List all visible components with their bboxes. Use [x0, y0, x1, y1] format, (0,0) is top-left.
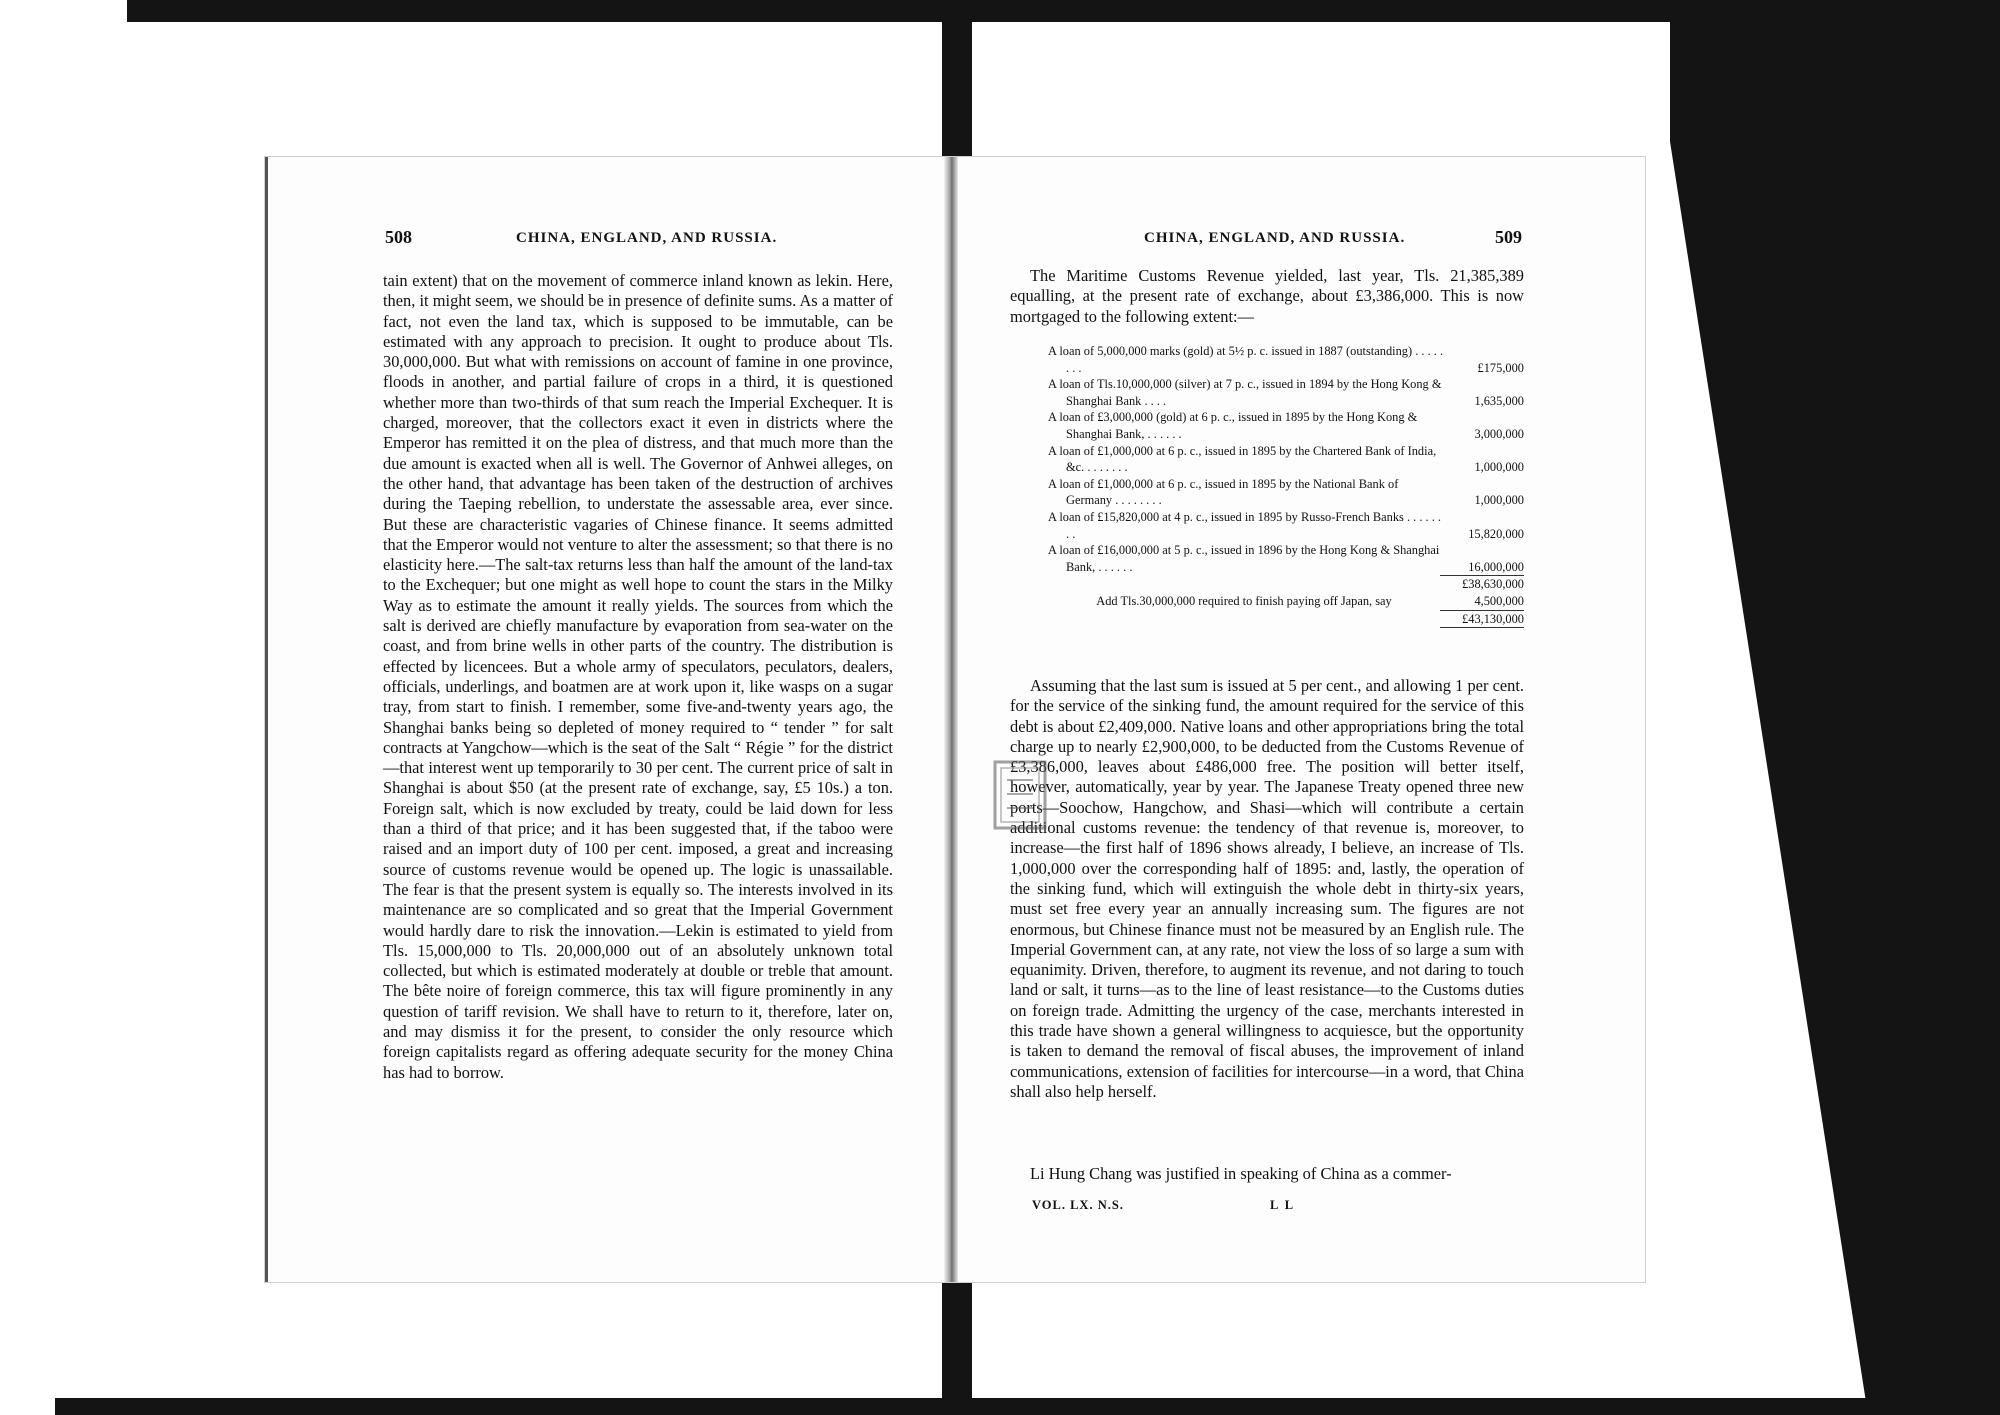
loan-amount: 3,000,000 [1474, 426, 1524, 441]
gathering-signature: L L [1270, 1198, 1296, 1212]
volume-signature: VOL. LX. N.S. [1032, 1198, 1124, 1212]
loan-amount: 1,000,000 [1474, 493, 1524, 508]
loan-description: A loan of £3,000,000 (gold) at 6 p. c., issued in 1895 by the Hong Kong & Shanghai Bank, . . . . . . [1048, 410, 1418, 441]
left-running-head: CHINA, ENGLAND, AND RUSSIA. [516, 230, 778, 246]
loan-table [1048, 343, 1524, 628]
loan-description: A loan of £1,000,000 at 6 p. c., issued in 1895 by the National Bank of Germany . . . . . . . . [1048, 476, 1399, 508]
left-body-text [383, 271, 893, 1083]
right-intro-text [1010, 266, 1524, 327]
library-stamp-icon [987, 748, 1053, 844]
loan-amount: £175,000 [1477, 360, 1524, 375]
last-line-text: Li Hung Chang was justified in speaking of China as a commer- [1030, 1164, 1452, 1183]
loan-row [1048, 476, 1524, 509]
loan-description: A loan of Tls.10,000,000 (silver) at 7 p. c., issued in 1894 by the Hong Kong & Shanghai Bank . . . . [1048, 377, 1442, 408]
loan-amount: 16,000,000 [1468, 559, 1524, 574]
intro-paragraph: The Maritime Customs Revenue yielded, last year, Tls. 21,385,389 equalling, at the present rate of exchange, about £3,386,000. This is now mortgaged to the following extent:— [1010, 266, 1524, 326]
loan-grand-total: £43,130,000 [1440, 610, 1524, 629]
loan-add-row [1048, 593, 1524, 610]
right-body-text [1010, 676, 1524, 1102]
loan-subtotal: £38,630,000 [1440, 575, 1524, 593]
right-paragraph: Assuming that the last sum is issued at 5 per cent., and allowing 1 per cent. for the service of the sinking fund, the amount required for the service of this debt is about £2,409,000. Native loans and other appropriations bring the total charge up to nearly £2,900,000, to be deducted from the Customs Revenue of £3,386,000, leaves about £486,000 free. The position will better itself, however, automatically, year by year. The Japanese Treaty opened three new ports—Soochow, Hangchow, and Shasi—which will contribute a certain additional customs revenue: the tendency of that revenue is, moreover, to increase—the first half of 1896 shows already, I believe, an increase of Tls. 1,000,000 over the corresponding half of 1895: and, lastly, the operation of the sinking fund, which will extinguish the whole debt in thirty-six years, must set free every year an annually increasing sum. The figures are not enormous, but Chinese finance must not be measured by an English rule. The Imperial Government can, at any rate, not view the loss of so large a sum with equanimity. Driven, therefore, to augment its revenue, and not daring to touch land or salt, it turns—as to the line of least resistance—to the Customs duties on foreign trade. Admitting the urgency of the case, merchants interested in this trade have shown a general willingness to acquiesce, but the opportunity is taken to demand the removal of fiscal abuses, the improvement of inland communications, extension of facilities for intercourse—in a word, that China shall also help herself. [1010, 676, 1524, 1101]
loan-amount: 15,820,000 [1468, 526, 1524, 541]
loan-add-amount: 4,500,000 [1474, 593, 1524, 608]
right-page-number: 509 [1495, 227, 1522, 247]
loan-amount: 1,635,000 [1474, 393, 1524, 408]
left-page-number: 508 [385, 227, 412, 247]
loan-row [1048, 443, 1524, 476]
right-running-head: CHINA, ENGLAND, AND RUSSIA. [1144, 230, 1406, 246]
loan-row [1048, 343, 1524, 376]
loan-add-description: Add Tls.30,000,000 required to finish paying off Japan, say [1096, 593, 1392, 608]
book-gutter [944, 157, 958, 1282]
loan-row [1048, 509, 1524, 542]
loan-description: A loan of £16,000,000 at 5 p. c., issued in 1896 by the Hong Kong & Shanghai Bank, . . . . . . [1048, 543, 1440, 574]
scan-spine-top [942, 0, 972, 160]
loan-description: A loan of £15,820,000 at 4 p. c., issued in 1895 by Russo-French Banks . . . . . . . . [1048, 509, 1442, 541]
loan-row [1048, 542, 1524, 575]
loan-amount: 1,000,000 [1474, 460, 1524, 475]
scan-edge-bottom [55, 1398, 2000, 1415]
scan-edge-top-left [127, 0, 942, 22]
loan-row [1048, 376, 1524, 409]
left-paragraph: tain extent) that on the movement of commerce inland known as lekin. Here, then, it might seem, we should be in presence of definite sums. As a matter of fact, not even the land tax, which is supposed to be immutable, can be estimated with any approach to precision. It ought to produce about Tls. 30,000,000. But what with remissions on account of famine in one province, floods in another, and partial failure of crops in a third, it is questioned whether more than two-thirds of that sum reach the Imperial Exchequer. It is charged, moreover, that the collectors exact it even in districts where the Emperor has remitted it on the plea of distress, and that much more than the due amount is exacted when all is well. The Governor of Anhwei alleges, on the other hand, that advantage has been taken of the destruction of archives during the Taeping rebellion, to understate the assessable area, ever since. But these are characteristic vagaries of Chinese finance. It seems admitted that the Emperor would not venture to alter the assessment; so that there is no elasticity here.—The salt-tax returns less than half the amount of the land-tax to the Exchequer; but one might as well hope to count the stars in the Milky Way as to estimate the amount it really yields. The sources from which the salt is derived are chiefly manufacture by evaporation from sea-water on the coast, and from brine wells in other parts of the country. The distribution is effected by licencees. But a whole army of speculators, peculators, dealers, officials, underlings, and boatmen are at work upon it, like wasps on a sugar tray, from start to finish. I remember, some five-and-twenty years ago, the Shanghai banks being so depleted of money required to “ tender ” for salt contracts at Yangchow—which is the seat of the Salt “ Régie ” for the district—that interest went up temporarily to 30 per cent. The current price of salt in Shanghai is about $50 (at the present rate of exchange, say, £5 10s.) a ton. Foreign salt, which is now excluded by treaty, could be laid down for less than a third of that price; and it has been suggested that, if the taboo were raised and an import duty of 100 per cent. imposed, a great and increasing source of customs revenue would be opened up. The logic is unassailable. The fear is that the present system is equally so. The interests involved in its maintenance are so complicated and so great that the Imperial Government would hardly dare to risk the innovation.—Lekin is estimated to yield from Tls. 15,000,000 to Tls. 20,000,000 out of an absolutely unknown total collected, but which is estimated moderately at double or treble that amount. The bête noire of foreign commerce, this tax will figure prominently in any question of tariff revision. We shall have to return to it, therefore, later on, and may dismiss it for the present, to consider the only resource which foreign capitalists regard as offering adequate security for the money China has had to borrow. [383, 271, 893, 1082]
loan-description: A loan of 5,000,000 marks (gold) at 5½ p. c. issued in 1887 (outstanding) . . . . . . . . [1048, 344, 1444, 375]
loan-description: A loan of £1,000,000 at 6 p. c., issued in 1895 by the Chartered Bank of India, &c. . . . . . . . [1048, 443, 1437, 475]
loan-row [1048, 409, 1524, 442]
right-last-line [1010, 1164, 1524, 1184]
scan-spine-bottom [942, 1280, 972, 1415]
